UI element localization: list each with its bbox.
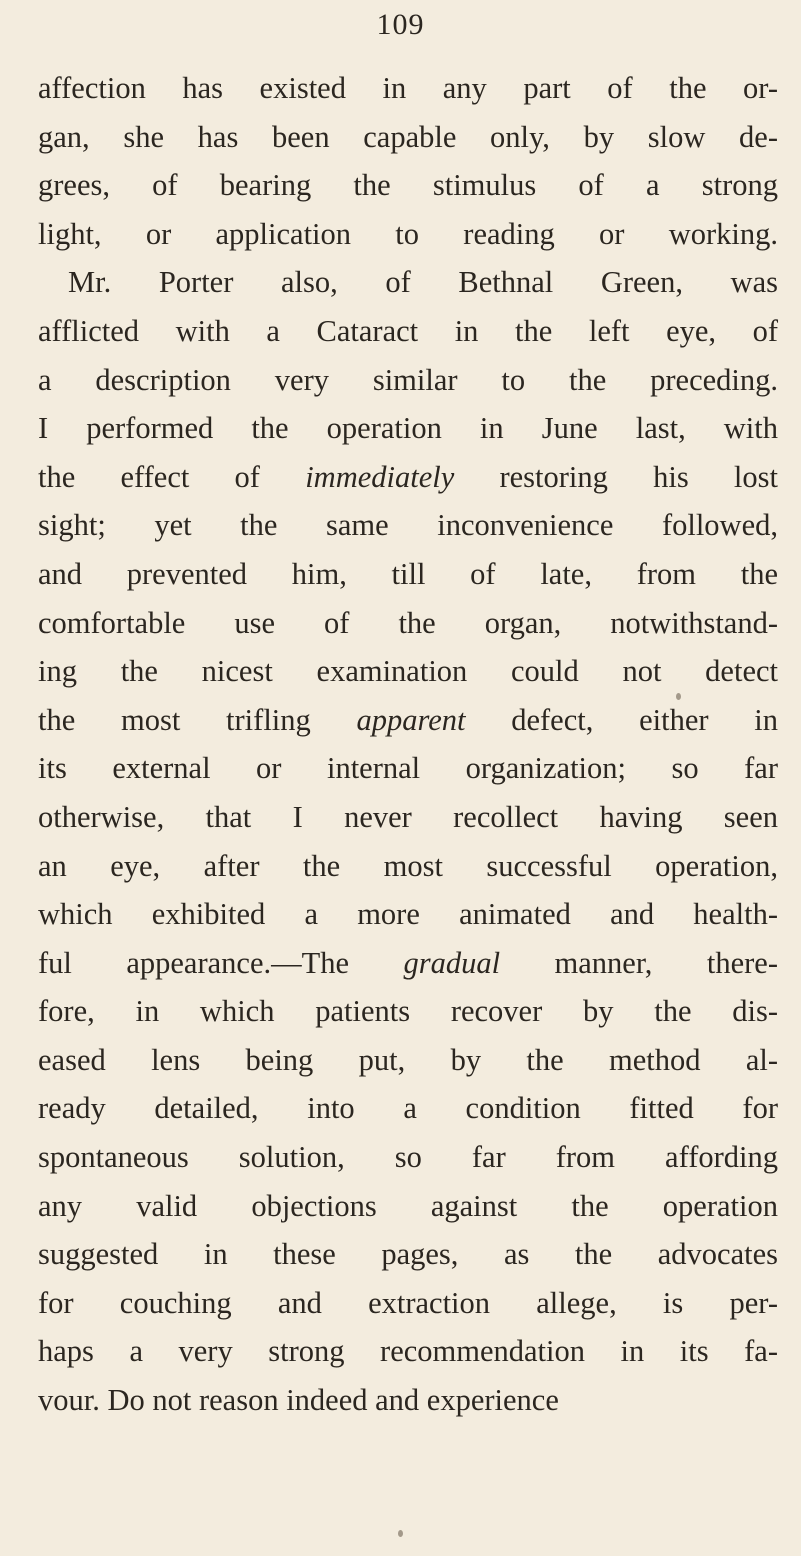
- text-segment: light, or application to reading or working.: [38, 216, 778, 251]
- text-segment: ful appearance.—The: [38, 945, 404, 980]
- page-number: 109: [376, 8, 425, 41]
- text-line: [38, 404, 778, 453]
- text-segment: afflicted with a Cataract in the left eye, of: [38, 313, 778, 348]
- text-segment: eased lens being put, by the method al-: [38, 1042, 778, 1077]
- text-segment: the effect of: [38, 459, 306, 494]
- italic-text: apparent: [356, 702, 466, 737]
- text-segment: haps a very strong recommendation in its fa-: [38, 1334, 778, 1369]
- text-line: [38, 1279, 778, 1328]
- text-line: [38, 987, 778, 1036]
- text-segment: its external or internal organization; so far: [38, 751, 778, 786]
- text-segment: ing the nicest examination could not detect: [38, 654, 778, 689]
- text-line: [38, 307, 778, 356]
- text-line: [38, 1182, 778, 1231]
- text-line: [38, 1133, 778, 1182]
- text-segment: which exhibited a more animated and health-: [38, 897, 778, 932]
- text-segment: suggested in these pages, as the advocates: [38, 1237, 778, 1272]
- text-line: [38, 939, 778, 988]
- text-segment: I performed the operation in June last, with: [38, 411, 778, 446]
- text-line: [38, 64, 778, 113]
- text-segment: sight; yet the same inconvenience followed,: [38, 508, 778, 543]
- text-line: [38, 842, 778, 891]
- text-line: [38, 161, 778, 210]
- text-line: [38, 113, 778, 162]
- text-segment: and prevented him, till of late, from the: [38, 556, 778, 591]
- text-line: [38, 501, 778, 550]
- text-line: [38, 744, 778, 793]
- text-segment: an eye, after the most successful operation,: [38, 848, 778, 883]
- text-segment: otherwise, that I never recollect having seen: [38, 799, 778, 834]
- text-line: [38, 696, 778, 745]
- text-segment: the most trifling: [38, 702, 357, 737]
- text-segment: grees, of bearing the stimulus of a strong: [38, 168, 778, 203]
- text-segment: spontaneous solution, so far from affording: [38, 1140, 778, 1175]
- text-line: [38, 1327, 778, 1376]
- text-segment: restoring his lost: [454, 459, 778, 494]
- text-segment: gan, she has been capable only, by slow de-: [38, 119, 778, 154]
- text-segment: fore, in which patients recover by the dis-: [38, 994, 778, 1029]
- text-line: [38, 1084, 778, 1133]
- text-segment: any valid objections against the operation: [38, 1188, 778, 1223]
- text-segment: manner, there-: [500, 945, 778, 980]
- italic-text: gradual: [403, 945, 501, 980]
- text-line: [38, 1376, 778, 1425]
- text-line: [38, 453, 778, 502]
- ink-speck: [676, 693, 681, 700]
- text-line: [38, 1036, 778, 1085]
- text-line: [38, 550, 778, 599]
- text-segment: vour. Do not reason indeed and experience: [38, 1383, 559, 1418]
- text-segment: for couching and extraction allege, is per-: [38, 1285, 778, 1320]
- text-line: [38, 793, 778, 842]
- text-line: [38, 1230, 778, 1279]
- text-line: [38, 210, 778, 259]
- body-text: [38, 64, 778, 1425]
- ink-speck: [398, 1530, 403, 1537]
- text-line: [38, 647, 778, 696]
- text-segment: comfortable use of the organ, notwithstand-: [38, 605, 778, 640]
- italic-text: immediately: [305, 459, 455, 494]
- text-segment: ready detailed, into a condition fitted for: [38, 1091, 778, 1126]
- text-segment: a description very similar to the preceding.: [38, 362, 778, 397]
- text-line: [38, 890, 778, 939]
- text-segment: affection has existed in any part of the or-: [38, 71, 778, 105]
- text-line: [38, 356, 778, 405]
- text-line: [38, 258, 778, 307]
- text-line: [38, 599, 778, 648]
- text-segment: Mr. Porter also, of Bethnal Green, was: [68, 265, 778, 300]
- text-segment: defect, either in: [465, 702, 778, 737]
